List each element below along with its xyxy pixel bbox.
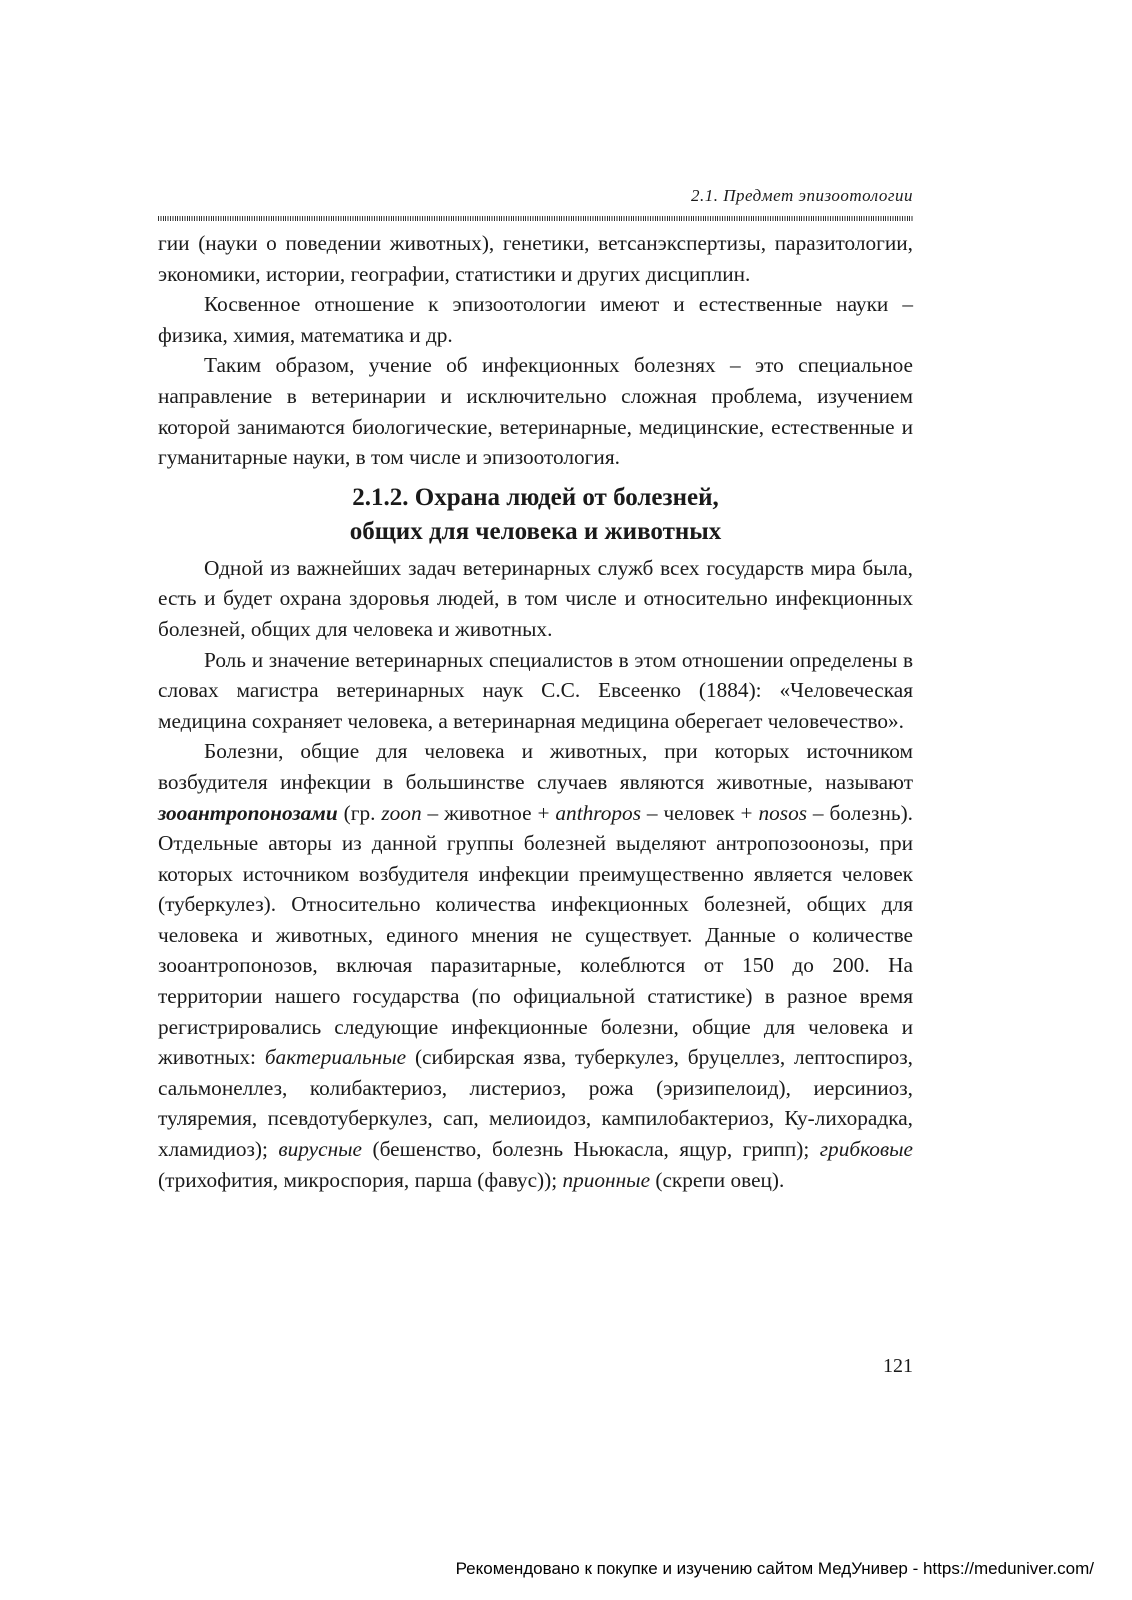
text-span: – человек + [640, 800, 759, 825]
term-zooanthroponoses: зооантропонозами [158, 800, 338, 825]
paragraph: Одной из важнейших задач ветеринарных служб всех государств мира была, есть и будет охрана здоровья людей, в том числе и относительно инфекционных болезней, общих для человека и животных. [158, 555, 913, 641]
term-prion: прионные [562, 1167, 651, 1192]
header-rule [158, 216, 913, 221]
text-span: (скрепи овец). [650, 1167, 785, 1192]
text-span: – животное + [421, 800, 556, 825]
text-span: – болезнь). Отдельные авторы из данной группы болезней выделяют антропозоонозы, при которых источником возбудителя инфекции преимущественно является человек (туберкулез). Относительно количества инфекционных болезней, общих для человека и животных, единого мнения не существует. Данные о количестве зооантропонозов, включая паразитарные, колеблются от 150 до 200. На территории нашего государства (по официальной статистике) в разное время регистрировались следующие инфекционные болезни, общие для человека и животных: [158, 800, 913, 1070]
text-span: Болезни, общие для человека и животных, при которых источником возбудителя инфекции в большинстве случаев являются животные, называют [158, 739, 913, 794]
term-bacterial: бактериальные [264, 1045, 407, 1070]
text-span: (гр. [337, 800, 382, 825]
running-head: 2.1. Предмет эпизоотологии [691, 186, 913, 205]
paragraph: Косвенное отношение к эпизоотологии имеют и естественные науки – физика, химия, математика и др. [158, 292, 913, 347]
text-span: (бешенство, болезнь Ньюкасла, ящур, грипп); [362, 1137, 820, 1162]
paragraph-zooanthroponoses [158, 736, 913, 1195]
paragraph-continued: гии (науки о поведении животных), генетики, ветсанэкспертизы, паразитологии, экономики, истории, географии, статистики и других дисциплин. [158, 231, 913, 286]
section-heading-line-2: общих для человека и животных [349, 517, 722, 545]
section-heading [158, 481, 913, 549]
text-span: (сибирская язва, туберкулез, бруцеллез, лептоспироз, сальмонеллез, колибактериоз, листериоз, рожа (эризипелоид), иерсиниоз, туляремия, псевдотуберкулез, сап, мелиоидоз, кампилобактериоз, Ку-лихорадка, хламидиоз); [158, 1045, 913, 1162]
term-anthropos: anthropos [555, 800, 641, 825]
page-number: 121 [883, 1355, 913, 1377]
body-text [158, 228, 913, 1195]
paragraph: Роль и значение ветеринарных специалистов в этом отношении определены в словах магистра ветеринарных наук С.С. Евсеенко (1884): «Человеческая медицина сохраняет человека, а ветеринарная медицина оберегает человечество». [158, 647, 913, 733]
text-span: (трихофития, микроспория, парша (фавус)); [158, 1167, 563, 1192]
footer-recommendation: Рекомендовано к покупке и изучению сайтом МедУнивер - https://meduniver.com/ [455, 1559, 1094, 1578]
term-fungal: грибковые [819, 1137, 913, 1162]
term-viral: вирусные [278, 1137, 363, 1162]
paragraph: Таким образом, учение об инфекционных болезнях – это специальное направление в ветеринарии и исключительно сложная проблема, изучением которой занимаются биологические, ветеринарные, медицинские, естественные и гуманитарные науки, в том числе и эпизоотология. [158, 353, 913, 470]
term-nosos: nosos [758, 800, 808, 825]
section-heading-line-1: 2.1.2. Охрана людей от болезней, [352, 483, 719, 511]
term-zoon: zoon [381, 800, 422, 825]
